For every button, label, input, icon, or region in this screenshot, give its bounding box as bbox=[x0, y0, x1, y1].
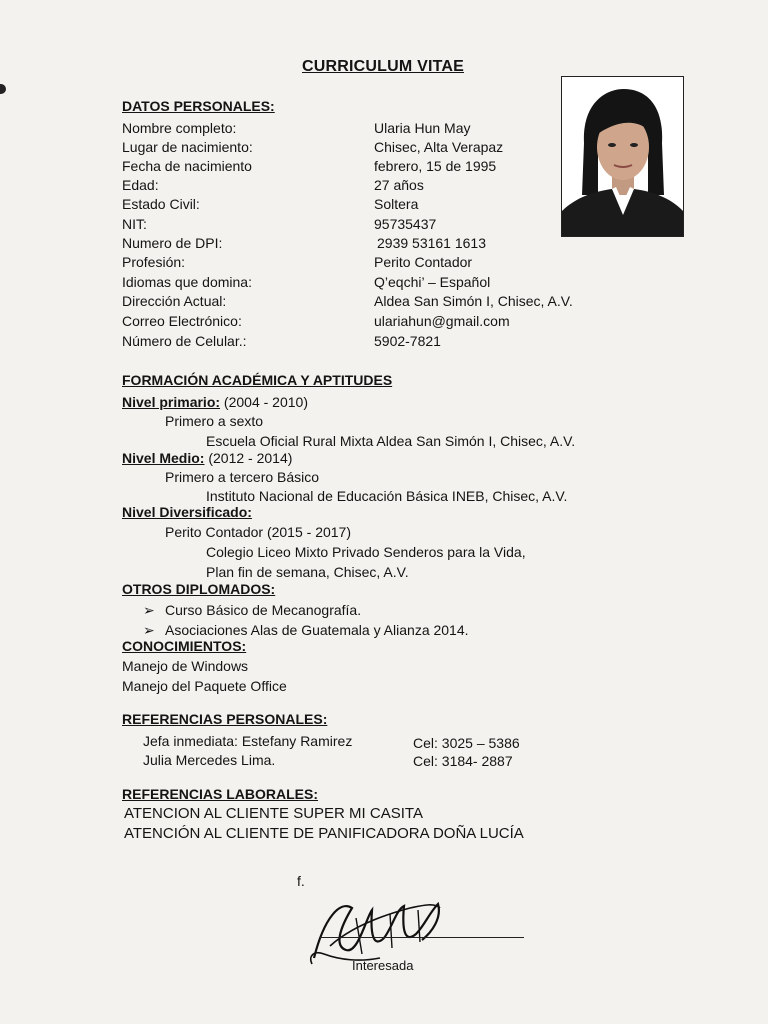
portrait-photo bbox=[561, 76, 684, 237]
value-edad: 27 años bbox=[374, 177, 424, 193]
scan-edge-mark bbox=[0, 84, 6, 94]
label-lugar: Lugar de nacimiento: bbox=[122, 139, 253, 155]
signature-line bbox=[320, 937, 524, 938]
section-diplomados: OTROS DIPLOMADOS: bbox=[122, 581, 276, 597]
nivel-medio-label: Nivel Medio: bbox=[122, 450, 205, 466]
referencia-laboral-item: ATENCIÓN AL CLIENTE DE PANIFICADORA DOÑA LUCÍA bbox=[124, 825, 524, 842]
value-direccion: Aldea San Simón I, Chisec, A.V. bbox=[374, 293, 573, 309]
portrait-photo-icon bbox=[562, 77, 683, 236]
bullet-arrow-icon: ➢ bbox=[143, 622, 155, 638]
referencia-personal-phone: Cel: 3025 – 5386 bbox=[413, 735, 520, 751]
signature-caption: Interesada bbox=[352, 958, 414, 973]
label-celular: Número de Celular.: bbox=[122, 333, 247, 349]
diversificado-school-line2: Plan fin de semana, Chisec, A.V. bbox=[206, 564, 409, 580]
nivel-primario-label: Nivel primario: bbox=[122, 394, 221, 410]
section-datos-personales: DATOS PERSONALES: bbox=[122, 98, 275, 114]
value-idiomas: Q’eqchi’ – Español bbox=[374, 274, 491, 290]
referencia-laboral-item: ATENCION AL CLIENTE SUPER MI CASITA bbox=[124, 805, 423, 822]
label-estado-civil: Estado Civil: bbox=[122, 196, 200, 212]
medio-grade: Primero a tercero Básico bbox=[165, 469, 320, 485]
value-celular: 5902-7821 bbox=[374, 333, 441, 349]
value-estado-civil: Soltera bbox=[374, 196, 419, 212]
primario-grade: Primero a sexto bbox=[165, 413, 264, 429]
diplomado-item: Asociaciones Alas de Guatemala y Alianza 2014. bbox=[165, 622, 469, 638]
nivel-primario-years: (2004 - 2010) bbox=[220, 394, 308, 410]
value-profesion: Perito Contador bbox=[374, 254, 473, 270]
nivel-medio-years: (2012 - 2014) bbox=[204, 450, 293, 466]
value-fecha: febrero, 15 de 1995 bbox=[374, 158, 497, 174]
diversificado-school-line1: Colegio Liceo Mixto Privado Senderos para la Vida, bbox=[206, 544, 526, 560]
section-formacion: FORMACIÓN ACADÉMICA Y APTITUDES bbox=[122, 372, 393, 388]
medio-school: Instituto Nacional de Educación Básica INEB, Chisec, A.V. bbox=[206, 488, 568, 504]
nivel-diversificado-label: Nivel Diversificado: bbox=[122, 504, 252, 520]
value-nit: 95735437 bbox=[374, 216, 437, 232]
nivel-primario bbox=[122, 394, 308, 410]
diplomado-item: Curso Básico de Mecanografía. bbox=[165, 602, 362, 618]
referencia-personal-name: Julia Mercedes Lima. bbox=[143, 752, 276, 768]
document-title: CURRICULUM VITAE bbox=[302, 58, 465, 75]
label-direccion: Dirección Actual: bbox=[122, 293, 227, 309]
section-conocimientos: CONOCIMIENTOS: bbox=[122, 638, 247, 654]
bullet-arrow-icon: ➢ bbox=[143, 602, 155, 618]
label-profesion: Profesión: bbox=[122, 254, 186, 270]
section-referencias-laborales: REFERENCIAS LABORALES: bbox=[122, 786, 319, 802]
label-edad: Edad: bbox=[122, 177, 159, 193]
label-nit: NIT: bbox=[122, 216, 147, 232]
conocimiento-item: Manejo del Paquete Office bbox=[122, 678, 287, 694]
label-nombre: Nombre completo: bbox=[122, 120, 237, 136]
nivel-medio bbox=[122, 450, 292, 466]
label-correo: Correo Electrónico: bbox=[122, 313, 242, 329]
value-nombre: Ularia Hun May bbox=[374, 120, 471, 136]
referencia-personal-name: Jefa inmediata: Estefany Ramirez bbox=[143, 733, 353, 749]
conocimiento-item: Manejo de Windows bbox=[122, 658, 249, 674]
label-idiomas: Idiomas que domina: bbox=[122, 274, 252, 290]
value-dpi: 2939 53161 1613 bbox=[377, 235, 486, 251]
label-dpi: Numero de DPI: bbox=[122, 235, 223, 251]
value-lugar: Chisec, Alta Verapaz bbox=[374, 139, 504, 155]
signature-prefix: f. bbox=[297, 873, 305, 889]
label-fecha: Fecha de nacimiento bbox=[122, 158, 252, 174]
diversificado-career: Perito Contador (2015 - 2017) bbox=[165, 524, 351, 540]
section-referencias-personales: REFERENCIAS PERSONALES: bbox=[122, 711, 328, 727]
referencia-personal-phone: Cel: 3184- 2887 bbox=[413, 753, 513, 769]
primario-school: Escuela Oficial Rural Mixta Aldea San Simón I, Chisec, A.V. bbox=[206, 433, 576, 449]
value-correo: ulariahun@gmail.com bbox=[374, 313, 510, 329]
